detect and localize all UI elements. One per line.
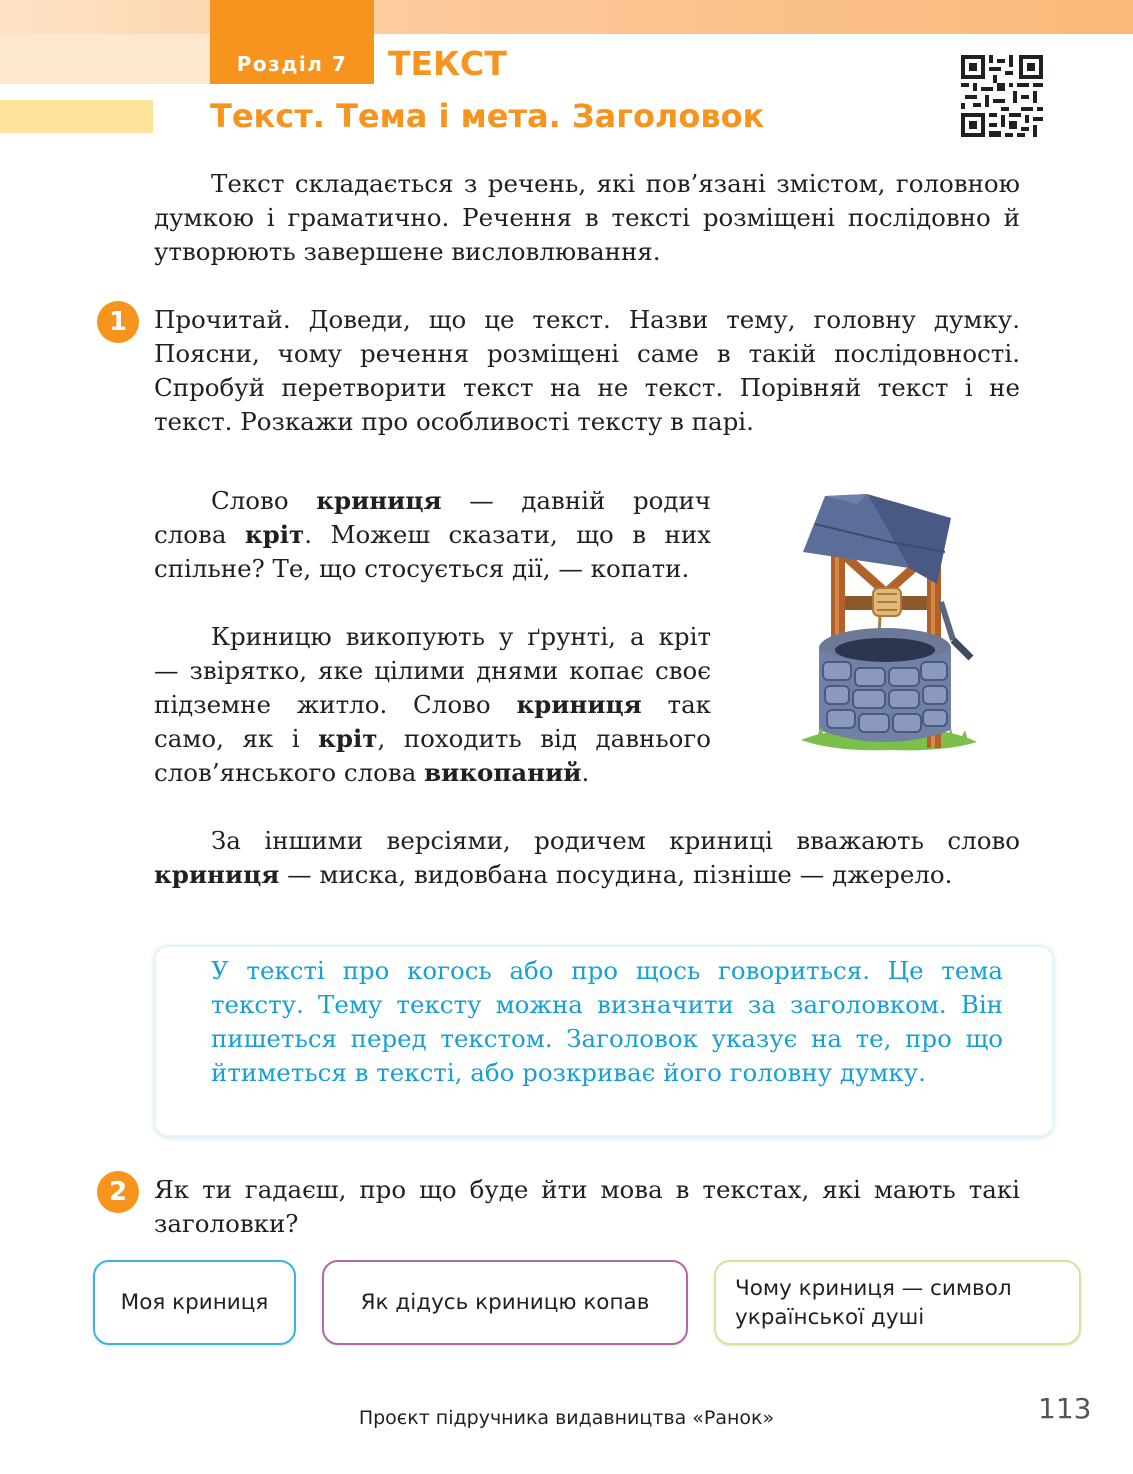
header-band [0,0,1133,34]
header-decor-band [0,34,210,84]
well-illustration [795,490,985,760]
section-label: Розділ 7 [210,0,374,84]
task-1-number: 1 [97,301,139,343]
lesson-title: Текст. Тема і мета. Заголовок [210,97,765,135]
rule-text: У тексті про когось або про щось говориться. Це тема тексту. Тему тексту можна визначити за заголовком. Він пишеться перед текстом. Заголовок указує на те, про що йтиметься в тексті, або розкриває його головну думку. [211,956,1003,1087]
title-card-1: Моя криниця [93,1260,296,1345]
text-paragraph-2: Криницю викопують у ґрунті, а кріт — звірятко, яке цілими днями копає своє підземне житло. Слово криниця так само, як і кріт, походить від давнього слов’янського слова викопаний. [154,622,711,787]
section-title: ТЕКСТ [388,44,507,83]
title-card-2: Як дідусь криницю копав [322,1260,688,1345]
task-2-instruction: Як ти гадаєш, про що буде йти мова в текстах, які мають такі заголовки? [154,1175,1020,1238]
text-paragraph-3: За іншими версіями, родичем криниці вважають слово криниця — миска, видовбана посудина, пізніше — джерело. [154,826,1020,889]
task-2-number: 2 [97,1171,139,1213]
intro-paragraph: Текст складається з речень, які пов’язані змістом, головною думкою і граматично. Речення в тексті розміщені послідовно й утворюють завершене висловлювання. [154,169,1020,266]
text-paragraph-1: Слово криниця — давній родич слова кріт. Можеш сказати, що в них спільне? Те, що стосується дії, — копати. [154,486,711,583]
title-decor-band [0,100,153,133]
footer-publisher: Проєкт підручника видавництва «Ранок» [358,1407,775,1429]
task-1-instruction: Прочитай. Доведи, що це текст. Назви тему, головну думку. Поясни, чому речення розміщені саме в такій послідовності. Спробуй перетворити текст на не текст. Порівняй текст і не текст. Розкажи про особливості тексту в парі. [154,305,1020,436]
qr-code-icon[interactable] [961,55,1043,137]
page-number: 113 [1038,1392,1092,1425]
title-card-3: Чому криниця — символ української душі [714,1260,1081,1345]
